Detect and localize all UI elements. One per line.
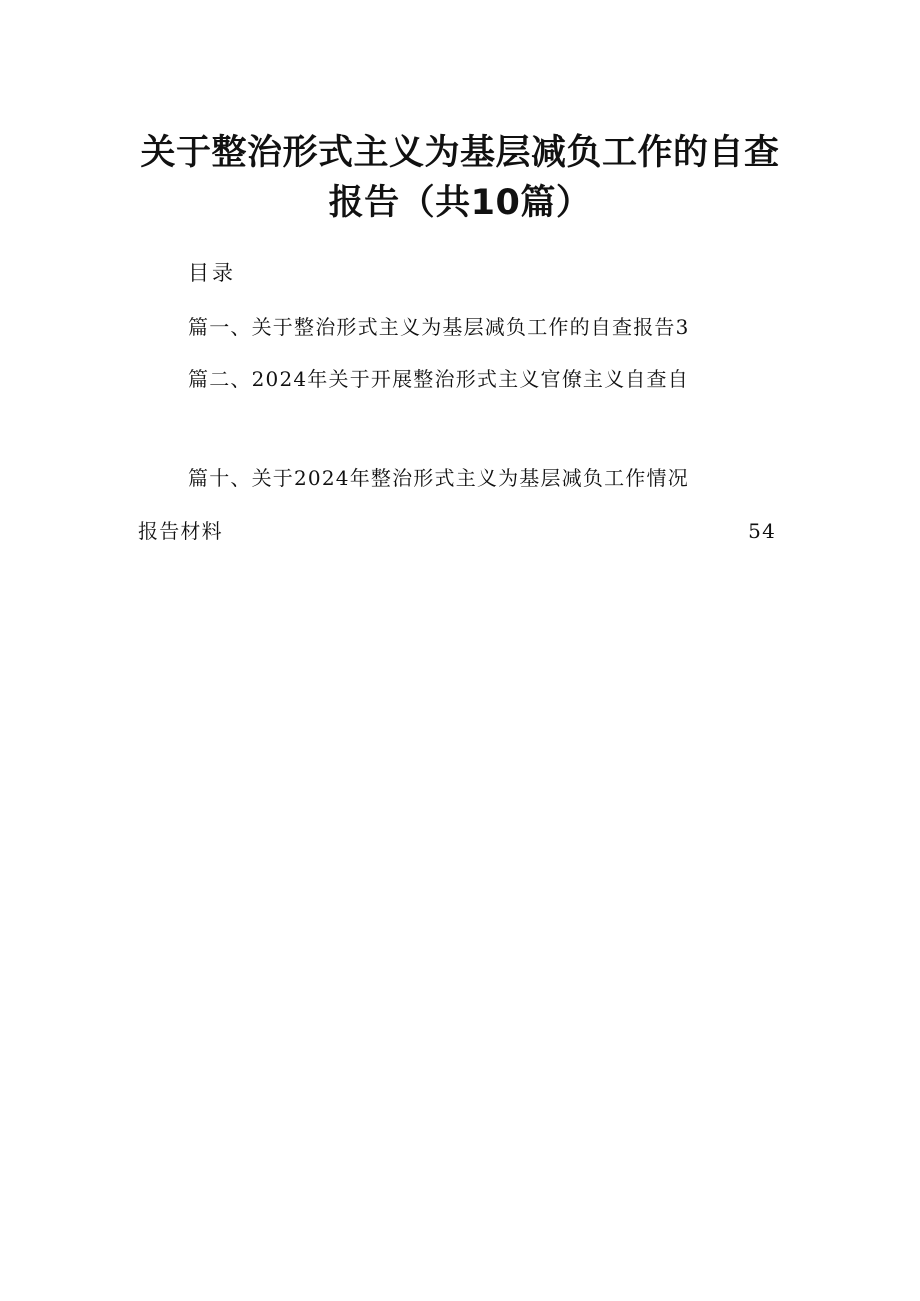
toc-entry-10-page: 54 [748,519,776,543]
document-title-line-2: 报告（共10篇） [328,183,592,223]
toc-entry-2-label: 篇二、2024年关于开展整治形式主义官僚主义自查自 [188,367,689,391]
toc-entry-1-page: 3 [675,315,690,339]
toc-entry-1-label: 篇一、关于整治形式主义为基层减负工作的自查报告 [188,315,676,339]
toc-entry-10-continuation[interactable] [138,516,776,546]
toc-entry-10-continuation-label: 报告材料 [138,519,223,543]
toc-entry-2[interactable] [188,364,689,394]
toc-entry-10[interactable] [188,463,689,493]
document-title [0,128,920,228]
document-title-line-1: 关于整治形式主义为基层减负工作的自查 [140,133,780,173]
toc-heading: 目录 [188,261,236,285]
toc-entry-1[interactable] [188,312,690,342]
toc-entry-10-label: 篇十、关于2024年整治形式主义为基层减负工作情况 [188,466,689,490]
